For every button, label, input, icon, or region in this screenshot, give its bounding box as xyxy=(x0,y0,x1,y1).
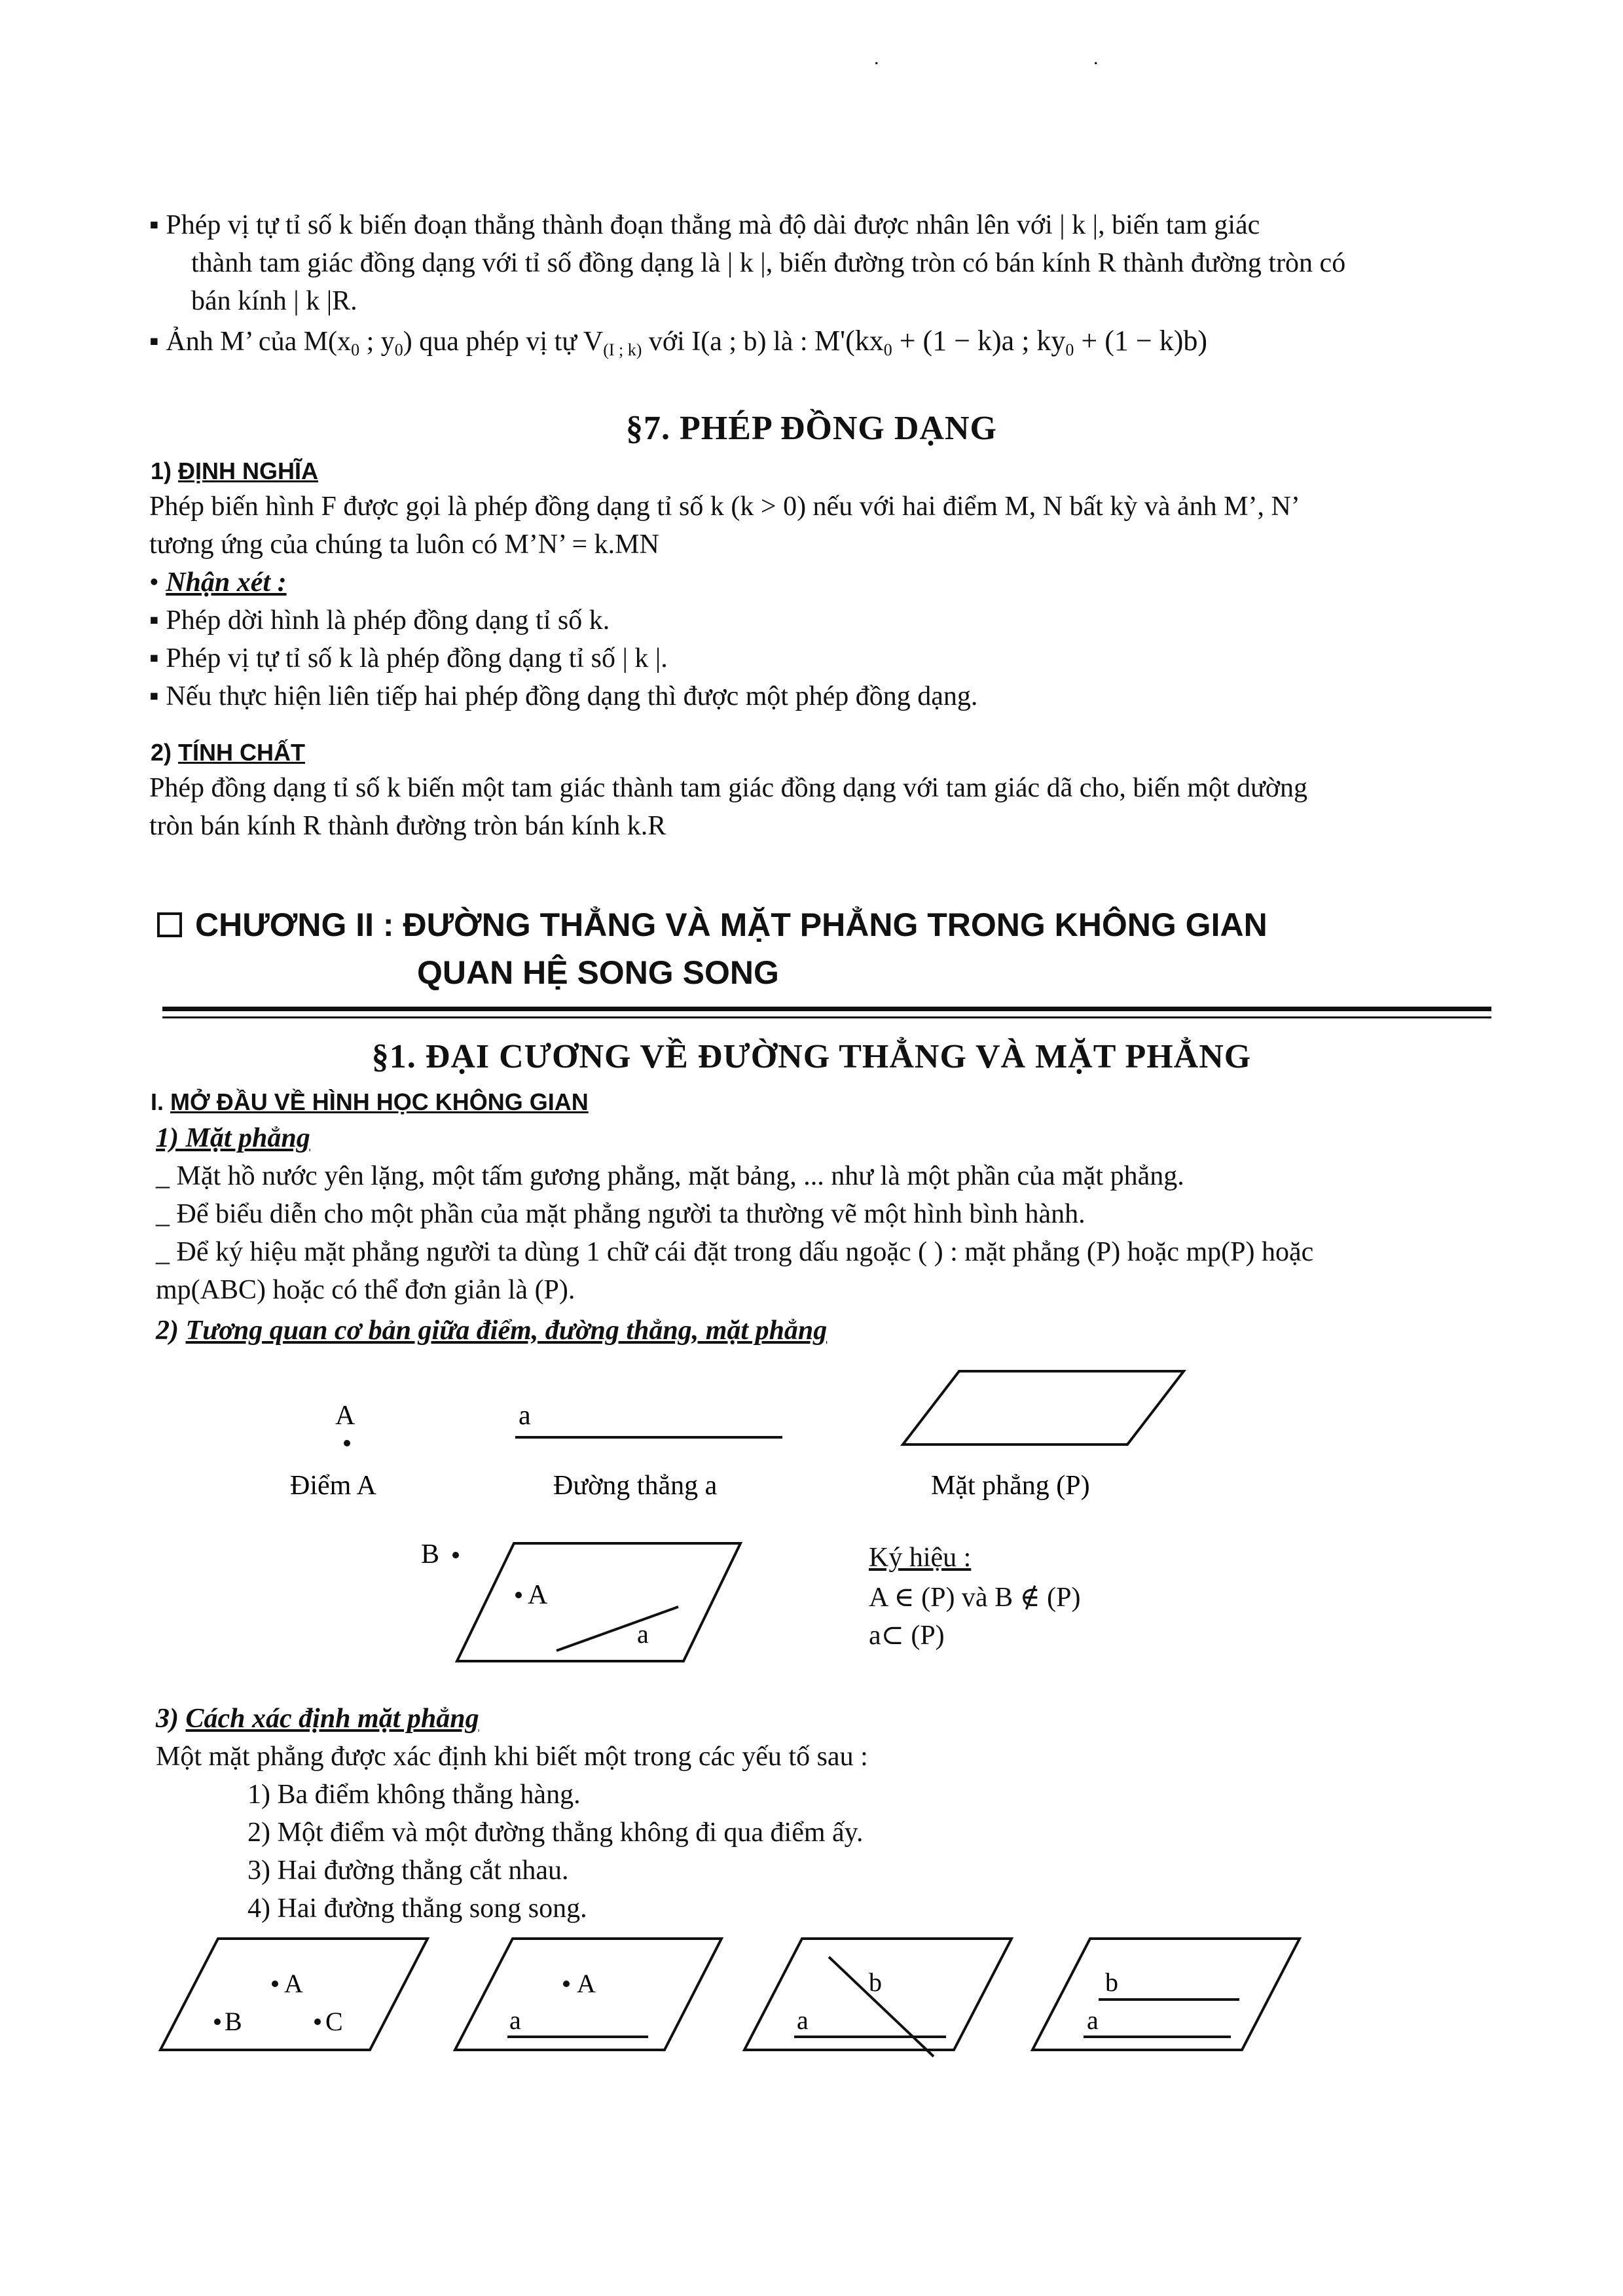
det-fig1-B-label: B xyxy=(225,2007,242,2036)
sub-1-line-4: mp(ABC) hoặc có thể đơn giản là (P). xyxy=(156,1275,575,1305)
sub-3-item-3: 3) Hai đường thẳng cắt nhau. xyxy=(247,1856,569,1886)
image-sep: ; y xyxy=(359,327,395,357)
y0-subscript: 0 xyxy=(394,340,403,359)
sub-2-heading: 2) Tương quan cơ bản giữa điểm, đường thẳng, mặt phẳng xyxy=(156,1316,828,1346)
image-formula: $M'(kx_0 + (1 - k)a$ ; $ky_0 + (1 - k)b$) xyxy=(814,325,1208,359)
fig-line-label: a xyxy=(519,1401,531,1431)
image-with: với I(a ; b) là : xyxy=(642,327,815,357)
det-fig3-a-label: a xyxy=(797,2005,809,2035)
s7-definition-line-2: tương ứng của chúng ta luôn có M’N’ = k.MN xyxy=(149,529,659,560)
det-fig2-A-label: A xyxy=(577,1969,596,1998)
fig2-B-dot xyxy=(452,1552,459,1558)
det-fig1-C-dot xyxy=(314,2018,321,2025)
s7-remark-heading: • Nhận xét : xyxy=(149,567,287,598)
sub-3-item-4: 4) Hai đường thẳng song song. xyxy=(247,1893,587,1924)
homothety-line-3: bán kính | k |R. xyxy=(191,286,357,316)
header-dots: . . xyxy=(874,47,1203,69)
s7-property-heading: 2) TÍNH CHẤT xyxy=(151,739,305,766)
image-mid: ) qua phép vị tự V xyxy=(403,327,604,357)
x0-subscript: 0 xyxy=(351,340,360,359)
s7-remark-3: ▪ Nếu thực hiện liên tiếp hai phép đồng dạng thì được một phép đồng dạng. xyxy=(149,681,978,711)
s7-remark-1: ▪ Phép dời hình là phép đồng dạng tỉ số k. xyxy=(149,605,610,636)
fig-plane-parallelogram xyxy=(903,1371,1184,1444)
det-fig1-A-label: A xyxy=(284,1969,303,1998)
sub-1-line-2: _ Để biểu diễn cho một phần của mặt phẳng người ta thường vẽ một hình bình hành. xyxy=(156,1199,1085,1229)
fig-point-dot xyxy=(344,1440,350,1446)
det-fig3-b-label: b xyxy=(869,1967,882,1997)
det-fig4-a-label: a xyxy=(1087,2005,1099,2035)
homothety-line-1: ▪ Phép vị tự tỉ số k biến đoạn thẳng thành đoạn thẳng mà độ dài được nhân lên với | k |, biến tam giác xyxy=(149,210,1260,240)
det-fig4-plane xyxy=(1032,1939,1300,2050)
part-1-heading: I. MỞ ĐẦU VỀ HÌNH HỌC KHÔNG GIAN xyxy=(151,1088,589,1115)
det-fig4-b-label: b xyxy=(1105,1967,1118,1997)
fig2-line-a xyxy=(556,1607,678,1651)
s7-property-line-2: tròn bán kính R thành đường tròn bán kính k.R xyxy=(149,811,666,841)
fig-point-caption: Điểm A xyxy=(290,1471,376,1501)
sub-1-line-1: _ Mặt hồ nước yên lặng, một tấm gương phẳng, mặt bảng, ... như là một phần của mặt phẳng. xyxy=(156,1161,1184,1191)
section-7-title: §7. PHÉP ĐỒNG DẠNG xyxy=(626,410,997,447)
sub-3-item-2: 2) Một điểm và một đường thẳng không đi qua điểm ấy. xyxy=(247,1818,864,1848)
fig-plane-caption: Mặt phẳng (P) xyxy=(931,1471,1090,1501)
fig2-plane xyxy=(457,1543,740,1661)
fig-point-label: A xyxy=(335,1401,356,1431)
s7-definition-line-1: Phép biến hình F được gọi là phép đồng dạng tỉ số k (k > 0) nếu với hai điểm M, N bất kỳ và ảnh M’, N’ xyxy=(149,492,1300,522)
det-fig1-A-dot xyxy=(272,1981,278,1987)
det-fig2-A-dot xyxy=(563,1981,570,1987)
fig2-A-dot xyxy=(515,1592,522,1598)
chapter-title-line-2: QUAN HỆ SONG SONG xyxy=(417,954,779,991)
v-subscript: (I ; k) xyxy=(603,340,642,359)
sub-3-intro: Một mặt phẳng được xác định khi biết một trong các yếu tố sau : xyxy=(156,1742,868,1772)
fig2-a-label: a xyxy=(637,1619,649,1649)
det-fig2-a-label: a xyxy=(509,2005,521,2035)
notation-line-1: A ∈ (P) và B ∉ (P) xyxy=(869,1583,1081,1613)
s7-definition-heading: 1) ĐỊNH NGHĨA xyxy=(151,457,319,484)
chapter-title-line-1: CHƯƠNG II : ĐƯỜNG THẲNG VÀ MẶT PHẲNG TRONG KHÔNG GIAN xyxy=(157,902,1267,948)
notation-line-2: a⊂ (P) xyxy=(869,1621,945,1651)
det-fig1-C-label: C xyxy=(325,2007,343,2036)
sub-1-heading: 1) Mặt phẳng xyxy=(156,1123,310,1153)
s7-remark-2: ▪ Phép vị tự tỉ số k là phép đồng dạng tỉ số | k |. xyxy=(149,643,668,673)
fig2-B-label: B xyxy=(421,1539,440,1570)
det-fig1-B-dot xyxy=(214,2018,221,2025)
fig-line-caption: Đường thẳng a xyxy=(553,1471,718,1501)
notation-heading: Ký hiệu : xyxy=(869,1543,972,1573)
sub-1-line-3: _ Để ký hiệu mặt phẳng người ta dùng 1 chữ cái đặt trong dấu ngoặc ( ) : mặt phẳng (P) hoặc mp(P) hoặc xyxy=(156,1237,1314,1267)
homothety-line-2: thành tam giác đồng dạng với tỉ số đồng dạng là | k |, biến đường tròn có bán kính R thành đường tròn có xyxy=(191,248,1346,278)
s7-property-line-1: Phép đồng dạng tỉ số k biến một tam giác thành tam giác đồng dạng với tam giác dã cho, biến một dường xyxy=(149,773,1308,803)
image-lead: ▪ Ảnh M’ của M(x xyxy=(149,327,352,357)
sub-3-item-1: 1) Ba điểm không thẳng hàng. xyxy=(247,1780,581,1810)
section-1-title: §1. ĐẠI CƯƠNG VỀ ĐƯỜNG THẲNG VÀ MẶT PHẲNG xyxy=(371,1038,1252,1075)
fig2-A-label: A xyxy=(528,1580,548,1610)
sub-3-heading: 3) Cách xác định mặt phẳng xyxy=(156,1704,479,1734)
